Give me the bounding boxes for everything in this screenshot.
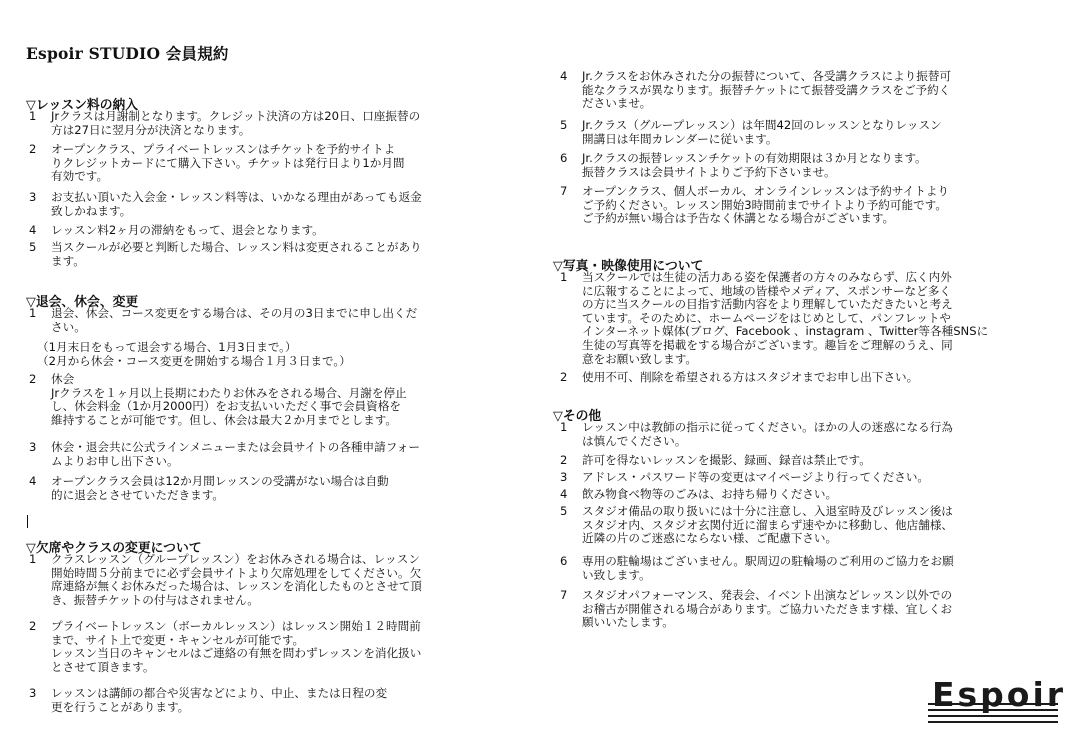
list-item: 6 専用の駐輪場はございません。駅周辺の駐輪場のご利用のご協力をお願 い致します。 — [560, 554, 954, 582]
list-item: 3 アドレス・パスワード等の変更はマイページより行ってください。 — [560, 470, 930, 484]
list-item: 2 オープンクラス、プライベートレッスンはチケットを予約サイトよ りクレジットカードにて購入下さい。チケットは発行日より1か月間 有効です。 — [29, 142, 405, 184]
list-item: 7 オープンクラス、個人ボーカル、オンラインレッスンは予約サイトより ご予約ください。レッスン開始3時間前までサイトより予約可能です。 ご予約が無い場合は予告なく休講となる場合がございます。 — [560, 184, 950, 226]
section-title-absence: ▽欠席やクラスの変更について — [26, 541, 202, 556]
logo-wordmark: Espoir — [932, 675, 1067, 714]
list-item: 4 飲み物食べ物等のごみは、お持ち帰りください。 — [560, 487, 838, 501]
logo-staff-line — [928, 715, 1058, 717]
document-title: Espoir STUDIO 会員規約 — [26, 44, 229, 63]
list-item: 1 当スクールでは生徒の活力ある姿を保護者の方々のみならず、広く内外 に広報することによって、地域の皆様やメディア、スポンサーなど多く の方に当スクールの目指す活動内容をより理解していただきたいと考え ています。そのために、ホームページをはじめとして、パンフレットや インターネット媒体(ブログ、Facebook 、instagram 、Twitter等各種SNSに 生徒の写真等を掲載をする場合がございます。趣旨をご理解のうえ、同 意をお願い致します。 — [560, 270, 989, 366]
list-item: 2 使用不可、削除を希望される方はスタジオまでお申し出下さい。 — [560, 370, 919, 384]
text-cursor — [27, 515, 28, 528]
list-item: 5 当スクールが必要と判断した場合、レッスン料は変更されることがあり ます。 — [29, 240, 422, 268]
list-item: 4 オープンクラス会員は12か月間レッスンの受講がない場合は自動 的に退会とさせていただきます。 — [29, 474, 389, 502]
list-item: 2 休会 Jrクラスを１ヶ月以上長期にわたりお休みをされる場合、月謝を停止 し、休会料金（1か月2000円）をお支払いいただく事で会員資格を 維持することが可能です。但し、休会は最大２か月までとします。 — [29, 372, 407, 427]
list-item: 1 レッスン中は教師の指示に従ってください。ほかの人の迷惑になる行為 は慎んでください。 — [560, 420, 953, 448]
section-title-other: ▽その他 — [553, 409, 602, 424]
list-item: 1 退会、休会、コース変更をする場合は、その月の3日までに申し出くだ さい。 — [29, 306, 418, 334]
list-item: 2 プライベートレッスン（ボーカルレッスン）はレッスン開始１２時間前 まで、サイト上で変更・キャンセルが可能です。 レッスン当日のキャンセルはご連絡の有無を問わずレッスンを消化扱い とさせて頂きます。 — [29, 619, 422, 674]
list-item: 1 クラスレッスン（グループレッスン）をお休みされる場合は、レッスン 開始時間５分前までに必ず会員サイトより欠席処理をしてください。欠 席連絡が無くお休みだった場合は、レッスンを消化したものとさせて頂 き、振替チケットの付与はされません。 — [29, 552, 422, 607]
list-item: 3 レッスンは講師の都合や災害などにより、中止、または日程の変 更を行うことがあります。 — [29, 686, 388, 714]
list-item: 1 Jrクラスは月謝制となります。クレジット決済の方は20日、口座振替の 方は27日に翌月分が決済となります。 — [29, 109, 421, 137]
list-item: 7 スタジオパフォーマンス、発表会、イベント出演などレッスン以外での お稽古が開催される場合があります。ご協力いただきます様、宜しくお 願いいたします。 — [560, 588, 953, 630]
list-item: （1月末日をもって退会する場合、1月3日まで。） （2月から休会・コース変更を開始する場合１月３日まで。） — [37, 340, 351, 368]
list-item: 5 Jr.クラス（グループレッスン）は年間42回のレッスンとなりレッスン 開講日は年間カレンダーに従います。 — [560, 118, 942, 146]
list-item: 4 レッスン料2ヶ月の滞納をもって、退会となります。 — [29, 223, 324, 237]
list-item: 3 休会・退会共に公式ラインメニューまたは会員サイトの各種申請フォー ムよりお申し出下さい。 — [29, 440, 420, 468]
list-item: 3 お支払い頂いた入会金・レッスン料等は、いかなる理由があっても返金 致しかねます。 — [29, 190, 422, 218]
section-title-photo: ▽写真・映像使用について — [553, 259, 704, 274]
logo-staff-line — [928, 721, 1058, 723]
section-title-fees: ▽レッスン料の納入 — [26, 98, 139, 113]
list-item: 5 スタジオ備品の取り扱いには十分に注意し、入退室時及びレッスン後は スタジオ内、スタジオ玄関付近に溜まらず速やかに移動し、他店舗様、 近隣の片のご迷惑にならない様、ご配慮下さい。 — [560, 504, 954, 546]
list-item: 4 Jr.クラスをお休みされた分の振替について、各受講クラスにより振替可 能なクラスが異なります。振替チケットにて振替受講クラスをご予約く ださいませ。 — [560, 69, 952, 111]
section-title-withdrawal: ▽退会、休会、変更 — [26, 295, 139, 310]
list-item: 2 許可を得ないレッスンを撮影、録画、録音は禁止です。 — [560, 453, 871, 467]
list-item: 6 Jr.クラスの振替レッスンチケットの有効期限は３か月となります。 振替クラスは会員サイトよりご予約下さいませ。 — [560, 151, 927, 179]
espoir-logo — [928, 675, 1067, 723]
